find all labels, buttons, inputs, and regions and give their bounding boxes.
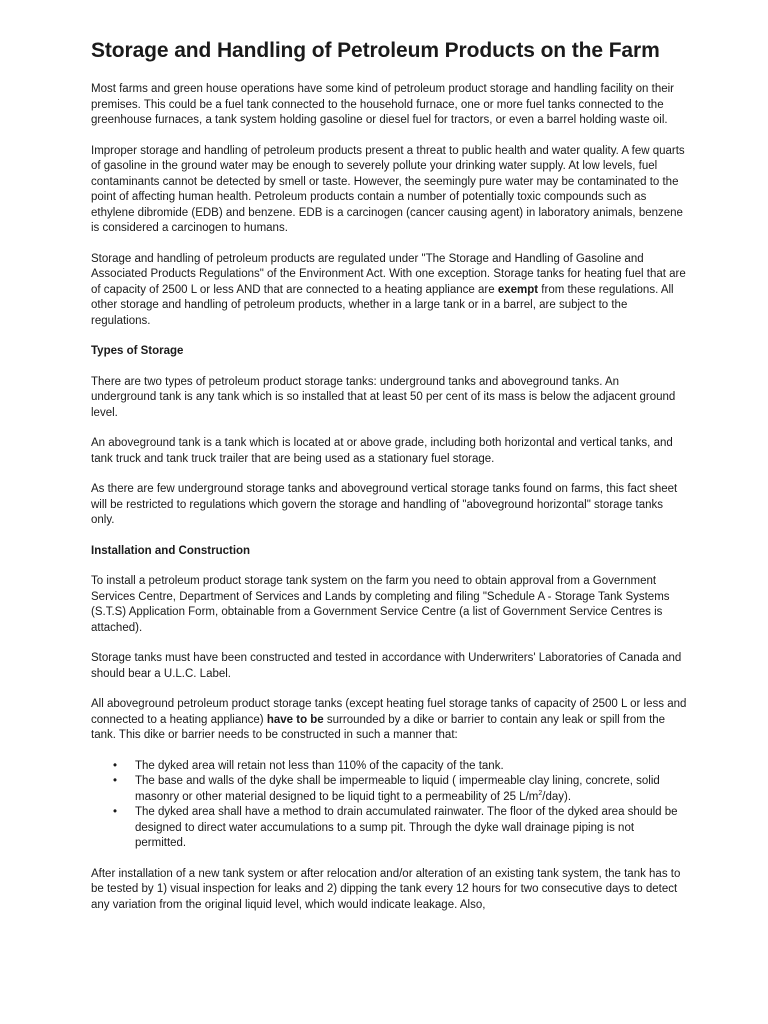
regulation-text-1: Storage and handling of petroleum products are regulated under "The Storage and Handling of Gasoline and Associated Products Regulations" of the Environment Act. With one exception. Storage tanks for heating fuel that are of capacity of 2500 L or less AND that are connected to a heating appliance are (91, 252, 686, 296)
list-item (91, 805, 687, 852)
exempt-emphasis: exempt (497, 283, 539, 296)
threat-paragraph: Improper storage and handling of petroleum products present a threat to public health and water quality. A few quarts of gasoline in the ground water may be enough to severely pollute your drinking water supply. At low levels, fuel contaminants cannot be detected by smell or taste. However, the seemingly pure water may be contaminated to the point of affecting human health. Petroleum products contain a number of potentially toxic compounds such as ethylene dibromide (EDB) and benzene. EDB is a carcinogen (cancer causing agent) in laboratory animals, benzene is considered a carcinogen to humans. (91, 144, 685, 234)
document-title: Storage and Handling of Petroleum Products on the Farm (91, 39, 660, 62)
list-item (91, 759, 687, 775)
list-item (91, 774, 687, 805)
list-item-text: The dyked area shall have a method to drain accumulated rainwater. The floor of the dyked area should be designed to direct water accumulations to a sump pit. Through the dyke wall drainage piping is not permitted. (135, 806, 678, 849)
dike-text-2: surrounded by a dike or barrier to contain any leak or spill from the tank. This dike or barrier needs to be constructed in such a manner that: (91, 713, 666, 741)
types-of-storage-heading: Types of Storage (91, 345, 184, 357)
ulc-paragraph: Storage tanks must have been constructed and tested in accordance with Underwriters' Laboratories of Canada and should bear a U.L.C. Label. (91, 652, 682, 680)
bullet-icon: • (113, 806, 118, 818)
have-to-be-emphasis: have to be (266, 713, 324, 726)
installation-heading: Installation and Construction (91, 544, 251, 557)
dike-requirements-list (91, 759, 687, 852)
dike-text-1: All aboveground petroleum product storage tanks (except heating fuel storage tanks of capacity of 2500 L or less and connected to a heating appliance) (91, 698, 687, 726)
bullet-icon: • (113, 775, 118, 787)
aboveground-paragraph: An aboveground tank is a tank which is located at or above grade, including both horizontal and vertical tanks, and tank truck and tank truck trailer that are being used as a stationary fuel storage. (91, 437, 673, 465)
approval-paragraph: To install a petroleum product storage tank system on the farm you need to obtain approval from a Government Services Centre, Department of Services and Lands by completing and filing "Schedule A - Storage Tank Systems (S.T.S) Application Form, obtainable from a Government Service Centre (a list of Government Service Centres is attached). (91, 575, 670, 634)
intro-paragraph: Most farms and green house operations have some kind of petroleum product storage and handling facility on their premises. This could be a fuel tank connected to the household furnace, one or more fuel tanks connected to the greenhouse furnaces, a tank system holding gasoline or diesel fuel for tractors, or even a barrel holding waste oil. (91, 83, 675, 126)
superscript: 2 (538, 789, 543, 797)
dike-paragraph (91, 697, 687, 744)
list-item-text-end: /day). (542, 790, 572, 803)
testing-paragraph: After installation of a new tank system or after relocation and/or alteration of an existing tank system, the tank has to be tested by 1) visual inspection for leaks and 2) dipping the tank every 12 hours for two consecutive days to detect any variation from the original liquid level, which would indicate leakage. Also, (91, 867, 681, 911)
regulation-paragraph (91, 252, 687, 330)
list-item-text: The dyked area will retain not less than 110% of the capacity of the tank. (135, 759, 504, 772)
restriction-paragraph: As there are few underground storage tanks and aboveground vertical storage tanks found on farms, this fact sheet will be restricted to regulations which govern the storage and handling of "aboveground horizontal" storage tanks only. (91, 483, 678, 526)
document-page (91, 38, 687, 928)
storage-types-paragraph: There are two types of petroleum product storage tanks: underground tanks and aboveground tanks. An underground tank is any tank which is so installed that at least 50 per cent of its mass is below the adjacent ground level. (91, 375, 676, 419)
bullet-icon: • (113, 759, 118, 772)
regulation-text-2: from these regulations. All other storage and handling of petroleum products, whether in a large tank or in a barrel, are subject to the regulations. (91, 283, 674, 327)
list-item-text: The base and walls of the dyke shall be impermeable to liquid ( impermeable clay lining, concrete, solid masonry or other material designed to be liquid tight to a permeability of 25 L/m (135, 775, 660, 803)
